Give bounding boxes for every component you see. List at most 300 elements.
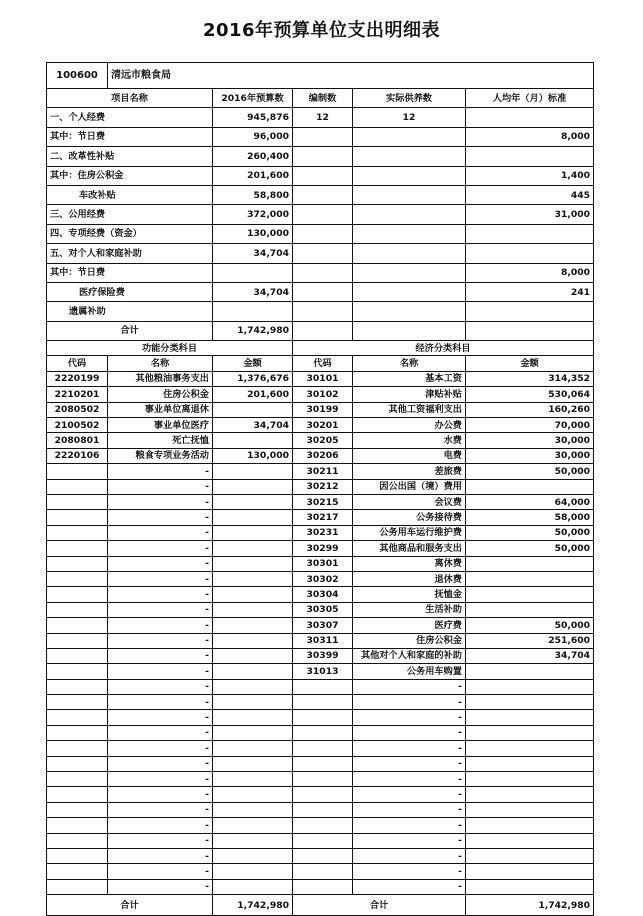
econ-amount xyxy=(466,787,594,802)
econ-name: - xyxy=(353,787,466,802)
func-code: 2220199 xyxy=(47,371,108,386)
econ-total-amount: 1,742,980 xyxy=(466,895,594,916)
item-name: 遗属补助 xyxy=(47,302,213,321)
func-amount xyxy=(213,464,293,479)
func-code xyxy=(47,756,108,771)
econ-code xyxy=(293,695,353,710)
func-amount xyxy=(213,772,293,787)
econ-amount: 64,000 xyxy=(466,494,594,509)
per-capita-standard: 445 xyxy=(466,185,594,204)
econ-name: 其他对个人和家庭的补助 xyxy=(353,648,466,663)
econ-code-header: 代码 xyxy=(293,356,353,371)
econ-name: 医疗费 xyxy=(353,618,466,633)
func-name: - xyxy=(108,710,213,725)
header-standard: 人均年（月）标准 xyxy=(466,89,594,108)
top-header-row xyxy=(47,89,594,108)
top-table-row xyxy=(47,127,594,146)
func-name: - xyxy=(108,494,213,509)
econ-amount xyxy=(466,556,594,571)
func-code-header: 代码 xyxy=(47,356,108,371)
func-code: 2080801 xyxy=(47,433,108,448)
actual-count xyxy=(353,166,466,185)
item-name: 三、公用经费 xyxy=(47,205,213,224)
budget-amount: 130,000 xyxy=(213,224,293,243)
staff-count xyxy=(293,185,353,204)
func-amount xyxy=(213,402,293,417)
func-code xyxy=(47,802,108,817)
table-row xyxy=(47,618,594,633)
budget-amount: 260,400 xyxy=(213,147,293,166)
econ-code xyxy=(293,802,353,817)
actual-count: 12 xyxy=(353,108,466,127)
econ-code: 31013 xyxy=(293,664,353,679)
budget-amount: 96,000 xyxy=(213,127,293,146)
econ-code: 30212 xyxy=(293,479,353,494)
econ-code: 30304 xyxy=(293,587,353,602)
func-name: - xyxy=(108,679,213,694)
table-row xyxy=(47,725,594,740)
econ-name: 住房公积金 xyxy=(353,633,466,648)
func-name: - xyxy=(108,556,213,571)
func-code xyxy=(47,710,108,725)
func-code xyxy=(47,833,108,848)
actual-count xyxy=(353,147,466,166)
func-name: - xyxy=(108,695,213,710)
econ-name: - xyxy=(353,818,466,833)
econ-name: 公务接待费 xyxy=(353,510,466,525)
econ-code: 30217 xyxy=(293,510,353,525)
staff-count xyxy=(293,224,353,243)
item-name: 五、对个人和家庭补助 xyxy=(47,244,213,263)
econ-amount: 314,352 xyxy=(466,371,594,386)
top-table-row xyxy=(47,166,594,185)
econ-name: - xyxy=(353,848,466,863)
func-name: 粮食专项业务活动 xyxy=(108,448,213,463)
table-row xyxy=(47,879,594,894)
table-row xyxy=(47,371,594,386)
table-row xyxy=(47,525,594,540)
table-row xyxy=(47,402,594,417)
func-name: - xyxy=(108,464,213,479)
func-amount xyxy=(213,587,293,602)
econ-name: 基本工资 xyxy=(353,371,466,386)
func-code xyxy=(47,741,108,756)
func-amount: 130,000 xyxy=(213,448,293,463)
func-name: - xyxy=(108,571,213,586)
table-row xyxy=(47,556,594,571)
econ-amount xyxy=(466,587,594,602)
econ-amount: 50,000 xyxy=(466,618,594,633)
table-row xyxy=(47,571,594,586)
func-code xyxy=(47,494,108,509)
econ-total-label: 合计 xyxy=(293,895,466,916)
func-amount xyxy=(213,848,293,863)
econ-name: - xyxy=(353,679,466,694)
functional-classification-title: 功能分类科目 xyxy=(47,341,293,356)
func-code xyxy=(47,479,108,494)
func-amount xyxy=(213,479,293,494)
econ-code: 30206 xyxy=(293,448,353,463)
econ-code: 30302 xyxy=(293,571,353,586)
per-capita-standard xyxy=(466,147,594,166)
func-name-header: 名称 xyxy=(108,356,213,371)
item-name: 医疗保险费 xyxy=(47,282,213,301)
table-row xyxy=(47,433,594,448)
econ-name: - xyxy=(353,756,466,771)
econ-code: 30299 xyxy=(293,541,353,556)
top-table-row xyxy=(47,108,594,127)
item-name: 其中：住房公积金 xyxy=(47,166,213,185)
econ-amount xyxy=(466,772,594,787)
bottom-header-row xyxy=(47,356,594,371)
actual-count xyxy=(353,205,466,224)
econ-code: 30231 xyxy=(293,525,353,540)
econ-amount-header: 金额 xyxy=(466,356,594,371)
func-code xyxy=(47,571,108,586)
func-name: - xyxy=(108,725,213,740)
econ-name: - xyxy=(353,695,466,710)
table-row xyxy=(47,494,594,509)
econ-name: 退休费 xyxy=(353,571,466,586)
actual-count xyxy=(353,224,466,243)
func-amount: 1,376,676 xyxy=(213,371,293,386)
func-name: - xyxy=(108,479,213,494)
func-name: - xyxy=(108,510,213,525)
grand-total-row xyxy=(47,895,594,916)
func-amount: 34,704 xyxy=(213,418,293,433)
func-code xyxy=(47,602,108,617)
func-name: - xyxy=(108,833,213,848)
table-row xyxy=(47,864,594,879)
econ-name: - xyxy=(353,725,466,740)
table-row xyxy=(47,587,594,602)
func-amount xyxy=(213,710,293,725)
econ-code xyxy=(293,725,353,740)
func-amount xyxy=(213,525,293,540)
table-row xyxy=(47,695,594,710)
func-amount xyxy=(213,695,293,710)
top-table-row xyxy=(47,282,594,301)
econ-code xyxy=(293,833,353,848)
func-amount xyxy=(213,541,293,556)
table-row xyxy=(47,648,594,663)
econ-name: 因公出国（境）费用 xyxy=(353,479,466,494)
func-amount xyxy=(213,818,293,833)
budget-amount: 372,000 xyxy=(213,205,293,224)
econ-code: 30205 xyxy=(293,433,353,448)
item-name: 合计 xyxy=(47,321,213,340)
func-name: - xyxy=(108,664,213,679)
econ-code xyxy=(293,756,353,771)
func-name: - xyxy=(108,525,213,540)
func-name: - xyxy=(108,633,213,648)
econ-code xyxy=(293,787,353,802)
func-code xyxy=(47,787,108,802)
econ-amount xyxy=(466,879,594,894)
func-amount xyxy=(213,756,293,771)
func-amount xyxy=(213,510,293,525)
top-table-row xyxy=(47,205,594,224)
table-row xyxy=(47,772,594,787)
func-name: - xyxy=(108,587,213,602)
func-code xyxy=(47,587,108,602)
econ-name: 离休费 xyxy=(353,556,466,571)
table-row xyxy=(47,387,594,402)
actual-count xyxy=(353,302,466,321)
top-table-row xyxy=(47,147,594,166)
actual-count xyxy=(353,282,466,301)
func-code xyxy=(47,648,108,663)
func-amount xyxy=(213,741,293,756)
econ-code: 30201 xyxy=(293,418,353,433)
econ-amount xyxy=(466,833,594,848)
func-amount xyxy=(213,787,293,802)
per-capita-standard xyxy=(466,224,594,243)
item-name: 其中：节日费 xyxy=(47,127,213,146)
budget-amount: 34,704 xyxy=(213,282,293,301)
func-amount xyxy=(213,433,293,448)
econ-name: 津贴补贴 xyxy=(353,387,466,402)
econ-name: 抚恤金 xyxy=(353,587,466,602)
func-name: - xyxy=(108,802,213,817)
econ-code: 30305 xyxy=(293,602,353,617)
func-code xyxy=(47,664,108,679)
func-name: - xyxy=(108,772,213,787)
per-capita-standard: 8,000 xyxy=(466,263,594,282)
econ-amount: 70,000 xyxy=(466,418,594,433)
func-code xyxy=(47,541,108,556)
func-name: - xyxy=(108,818,213,833)
econ-amount: 50,000 xyxy=(466,541,594,556)
table-row xyxy=(47,510,594,525)
func-total-label: 合计 xyxy=(47,895,213,916)
func-amount xyxy=(213,494,293,509)
per-capita-standard: 1,400 xyxy=(466,166,594,185)
func-name: 其他粮油事务支出 xyxy=(108,371,213,386)
func-name: - xyxy=(108,848,213,863)
table-row xyxy=(47,818,594,833)
econ-amount xyxy=(466,571,594,586)
staff-count xyxy=(293,282,353,301)
econ-code xyxy=(293,679,353,694)
table-row xyxy=(47,710,594,725)
econ-code: 30199 xyxy=(293,402,353,417)
econ-amount xyxy=(466,710,594,725)
func-amount xyxy=(213,602,293,617)
econ-code: 30215 xyxy=(293,494,353,509)
actual-count xyxy=(353,321,466,340)
staff-count xyxy=(293,166,353,185)
func-code xyxy=(47,464,108,479)
table-row xyxy=(47,756,594,771)
per-capita-standard: 8,000 xyxy=(466,127,594,146)
func-code xyxy=(47,525,108,540)
top-table-row xyxy=(47,321,594,340)
econ-amount: 34,704 xyxy=(466,648,594,663)
econ-code: 30102 xyxy=(293,387,353,402)
econ-name: 会议费 xyxy=(353,494,466,509)
func-amount xyxy=(213,633,293,648)
economic-classification-title: 经济分类科目 xyxy=(293,341,594,356)
table-row xyxy=(47,448,594,463)
econ-amount xyxy=(466,602,594,617)
budget-amount: 34,704 xyxy=(213,244,293,263)
actual-count xyxy=(353,263,466,282)
econ-code xyxy=(293,710,353,725)
func-code xyxy=(47,879,108,894)
table-row xyxy=(47,741,594,756)
table-row xyxy=(47,633,594,648)
econ-code xyxy=(293,879,353,894)
func-name: - xyxy=(108,864,213,879)
func-name: 事业单位医疗 xyxy=(108,418,213,433)
func-code xyxy=(47,510,108,525)
econ-amount xyxy=(466,818,594,833)
econ-code: 30211 xyxy=(293,464,353,479)
econ-code xyxy=(293,741,353,756)
econ-name: - xyxy=(353,710,466,725)
func-name: - xyxy=(108,602,213,617)
top-table-row xyxy=(47,244,594,263)
org-name: 清远市粮食局 xyxy=(108,63,594,89)
econ-amount: 160,260 xyxy=(466,402,594,417)
econ-name: - xyxy=(353,833,466,848)
func-code xyxy=(47,848,108,863)
func-code xyxy=(47,556,108,571)
func-code: 2220106 xyxy=(47,448,108,463)
staff-count xyxy=(293,321,353,340)
item-name: 其中：节日费 xyxy=(47,263,213,282)
econ-name: 其他商品和服务支出 xyxy=(353,541,466,556)
func-code xyxy=(47,633,108,648)
budget-amount xyxy=(213,263,293,282)
econ-amount xyxy=(466,864,594,879)
actual-count xyxy=(353,244,466,263)
func-name: - xyxy=(108,741,213,756)
func-name: - xyxy=(108,541,213,556)
econ-name: - xyxy=(353,802,466,817)
top-table-row xyxy=(47,263,594,282)
econ-code xyxy=(293,818,353,833)
func-amount xyxy=(213,571,293,586)
econ-amount xyxy=(466,664,594,679)
func-code xyxy=(47,818,108,833)
econ-amount xyxy=(466,695,594,710)
econ-amount: 30,000 xyxy=(466,448,594,463)
econ-code xyxy=(293,848,353,863)
per-capita-standard xyxy=(466,302,594,321)
func-amount xyxy=(213,618,293,633)
func-code xyxy=(47,695,108,710)
per-capita-standard xyxy=(466,108,594,127)
item-name: 车改补贴 xyxy=(47,185,213,204)
func-amount xyxy=(213,556,293,571)
table-row xyxy=(47,848,594,863)
table-row xyxy=(47,833,594,848)
econ-name: 水费 xyxy=(353,433,466,448)
top-table-row xyxy=(47,185,594,204)
per-capita-standard xyxy=(466,321,594,340)
func-name: - xyxy=(108,756,213,771)
econ-name: 生活补助 xyxy=(353,602,466,617)
budget-amount: 1,742,980 xyxy=(213,321,293,340)
econ-amount xyxy=(466,756,594,771)
func-amount xyxy=(213,802,293,817)
func-amount xyxy=(213,725,293,740)
table-body xyxy=(47,63,594,916)
econ-code: 30301 xyxy=(293,556,353,571)
econ-name: 电费 xyxy=(353,448,466,463)
econ-amount xyxy=(466,802,594,817)
func-total-amount: 1,742,980 xyxy=(213,895,293,916)
func-amount xyxy=(213,648,293,663)
econ-amount xyxy=(466,679,594,694)
func-code: 2210201 xyxy=(47,387,108,402)
func-amount xyxy=(213,664,293,679)
func-name: - xyxy=(108,648,213,663)
econ-code: 30101 xyxy=(293,371,353,386)
table-row xyxy=(47,802,594,817)
org-row xyxy=(47,63,594,89)
econ-name-header: 名称 xyxy=(353,356,466,371)
per-capita-standard xyxy=(466,244,594,263)
econ-name: 办公费 xyxy=(353,418,466,433)
table-row xyxy=(47,418,594,433)
func-name: 死亡抚恤 xyxy=(108,433,213,448)
econ-code xyxy=(293,772,353,787)
func-code xyxy=(47,772,108,787)
staff-count xyxy=(293,205,353,224)
staff-count xyxy=(293,147,353,166)
per-capita-standard: 31,000 xyxy=(466,205,594,224)
table-row xyxy=(47,787,594,802)
table-row xyxy=(47,664,594,679)
econ-code: 30311 xyxy=(293,633,353,648)
org-code: 100600 xyxy=(47,63,108,89)
func-amount: 201,600 xyxy=(213,387,293,402)
econ-code: 30307 xyxy=(293,618,353,633)
actual-count xyxy=(353,185,466,204)
econ-name: - xyxy=(353,864,466,879)
func-code xyxy=(47,864,108,879)
econ-amount: 50,000 xyxy=(466,525,594,540)
table-row xyxy=(47,479,594,494)
table-row xyxy=(47,602,594,617)
econ-amount xyxy=(466,479,594,494)
func-name: 事业单位离退休 xyxy=(108,402,213,417)
econ-amount: 530,064 xyxy=(466,387,594,402)
item-name: 四、专项经费（资金） xyxy=(47,224,213,243)
actual-count xyxy=(353,127,466,146)
econ-amount: 30,000 xyxy=(466,433,594,448)
econ-name: - xyxy=(353,741,466,756)
func-name: 住房公积金 xyxy=(108,387,213,402)
econ-name: 其他工资福利支出 xyxy=(353,402,466,417)
table-row xyxy=(47,541,594,556)
econ-amount: 251,600 xyxy=(466,633,594,648)
econ-name: 公务用车购置 xyxy=(353,664,466,679)
staff-count xyxy=(293,302,353,321)
per-capita-standard: 241 xyxy=(466,282,594,301)
func-name: - xyxy=(108,787,213,802)
table-row xyxy=(47,679,594,694)
budget-amount: 201,600 xyxy=(213,166,293,185)
staff-count xyxy=(293,263,353,282)
econ-amount xyxy=(466,848,594,863)
econ-amount xyxy=(466,725,594,740)
budget-amount: 58,800 xyxy=(213,185,293,204)
header-budget: 2016年预算数 xyxy=(213,89,293,108)
